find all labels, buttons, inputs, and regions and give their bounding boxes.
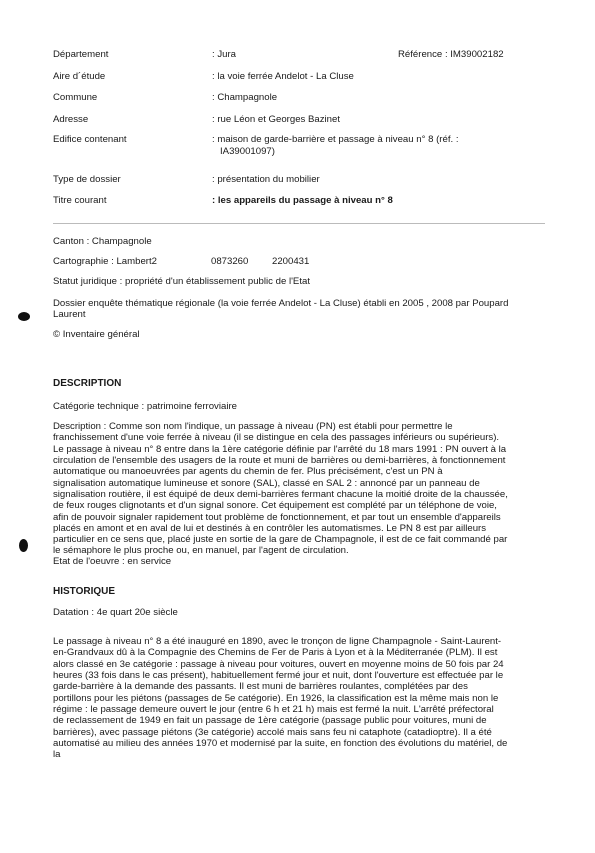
statut-juridique: Statut juridique : propriété d'un établissement public de l'Etat xyxy=(53,276,310,287)
description-text xyxy=(53,421,545,557)
description-line: placés en amont et en aval de lui et destinés à en contrôler les automatismes. Le PN 8 est par ailleurs xyxy=(53,522,487,534)
datation-text: Datation : 4e quart 20e siècle xyxy=(53,607,178,618)
categorie-technique: Catégorie technique : patrimoine ferroviaire xyxy=(53,401,237,412)
type-dossier-label: Type de dossier xyxy=(53,174,121,185)
historique-line: barrières), avec passage piétons (3e catégorie) accolé mais sans feu ni cataphote (catadioptre). Il a été xyxy=(53,726,492,738)
description-line: signalisation automatique lumineuse et sonore (SAL), classé en SAL 2 : annoncé par un panneau de xyxy=(53,477,480,489)
description-line: Le passage à niveau n° 8 entre dans la 1ère catégorie définie par l'arrêté du 18 mars 1991 : PN ouvert à la xyxy=(53,443,507,455)
description-line: signalisation routière, il est équipé de deux demi-barrières fermant chacune la moitié droite de la chaussée, xyxy=(53,488,508,500)
description-line: le sémaphore le plus proche ou, en manuel, par l'agent de circulation. xyxy=(53,545,349,557)
aire-etude-label: Aire d´étude xyxy=(53,71,106,82)
header-divider xyxy=(53,223,545,224)
edifice-value-line1: : maison de garde-barrière et passage à niveau n° 8 (réf. : xyxy=(212,134,459,145)
description-line: automatique ou manoeuvrées par agents du chemin de fer. Plus précisément, c'est un PN à xyxy=(53,466,443,478)
dossier-line-1: Dossier enquête thématique régionale (la voie ferrée Andelot - La Cluse) établi en 2005 , 2008 par Poupard xyxy=(53,298,509,309)
historique-line: Le passage à niveau n° 8 a été inauguré en 1890, avec le tronçon de ligne Champagnole - Saint-Laurent- xyxy=(53,636,502,647)
historique-line: régime : le passage demeure ouvert le jour (entre 6 h et 21 h) mais est fermé la nuit. L'arrêté préfectoral xyxy=(53,703,494,715)
description-line: franchissement d'une voie ferrée à niveau (il se distingue en cela des passages inférieurs ou supérieurs). xyxy=(53,432,500,444)
departement-label: Département xyxy=(53,49,109,60)
adresse-value: : rue Léon et Georges Bazinet xyxy=(212,114,340,125)
commune-label: Commune xyxy=(53,92,98,103)
dossier-line-2: Laurent xyxy=(53,309,86,320)
description-line: de feux rouges clignotants et d'un signal sonore. Cet équipement est complété par un téléphone de voie, xyxy=(53,500,497,512)
description-line: Description : Comme son nom l'indique, un passage à niveau (PN) est établi pour permettre le xyxy=(53,421,453,432)
historique-line: en-Grandvaux dû à la Compagnie des Chemins de Fer de Paris à Lyon et à la Méditerranée (PLM). Il est xyxy=(53,647,498,659)
aire-etude-value: : la voie ferrée Andelot - La Cluse xyxy=(212,71,354,82)
historique-line: alors classé en 3e catégorie : passage à niveau pour voitures, ouvert en moyenne moins de 50 fois par 24 xyxy=(53,658,504,670)
description-line: particulier en ce sens que, placé juste en sortie de la gare de Champagnole, il est de ce fait commandé par xyxy=(53,534,508,546)
titre-courant-label: Titre courant xyxy=(53,195,107,206)
historique-line: de reclassement de 1949 en fait un passage de 1ère catégorie (passage public pour voitures, muni de xyxy=(53,715,487,727)
titre-courant-value: : les appareils du passage à niveau n° 8 xyxy=(212,195,393,206)
etat-oeuvre: Etat de l'oeuvre : en service xyxy=(53,556,172,567)
historique-line: portillons pour les piétons (passages de 5e catégorie). En 1926, la classification est la même mais non le xyxy=(53,692,499,704)
reference-label: Référence xyxy=(398,49,443,60)
edifice-value-line2: IA39001097) xyxy=(220,146,275,157)
description-line: circulation de l'ensemble des usagers de la route et muni de barrières ou demi-barrières, à fonctionnement xyxy=(53,454,506,466)
commune-value: : Champagnole xyxy=(212,92,278,103)
canton-text: Canton : Champagnole xyxy=(53,236,152,247)
departement-value: : Jura xyxy=(212,49,236,60)
cartographie-label: Cartographie : Lambert2 xyxy=(53,256,157,267)
punch-hole-mark xyxy=(19,539,28,552)
description-heading: DESCRIPTION xyxy=(53,378,122,389)
historique-line: automatisé au milieu des années 1970 et modernisé par la suite, en fonction des évolutions du matériel, de xyxy=(53,737,508,749)
historique-line: heures (33 fois dans le cas présent), habituellement fermé jour et nuit, dont l'ouverture est effectuée par le xyxy=(53,669,504,681)
historique-text xyxy=(53,636,545,760)
cartographie-x: 0873260 xyxy=(211,256,249,267)
adresse-label: Adresse xyxy=(53,114,89,125)
description-line: afin de pouvoir signaler rapidement tout problème de fonctionnement, et par tout un ensemble d'appareils xyxy=(53,511,501,523)
reference-field xyxy=(398,49,504,61)
historique-heading: HISTORIQUE xyxy=(53,586,116,597)
edifice-label: Edifice contenant xyxy=(53,134,127,145)
reference-value: : IM39002182 xyxy=(444,49,504,60)
historique-line: la xyxy=(53,749,61,761)
punch-hole-mark xyxy=(18,312,30,321)
historique-line: garde-barrière à la demande des passants. Il est muni de barrières roulantes, complétées par des xyxy=(53,681,468,693)
cartographie-y: 2200431 xyxy=(272,256,310,267)
copyright-text: © Inventaire général xyxy=(53,329,140,340)
type-dossier-value: : présentation du mobilier xyxy=(212,174,320,185)
